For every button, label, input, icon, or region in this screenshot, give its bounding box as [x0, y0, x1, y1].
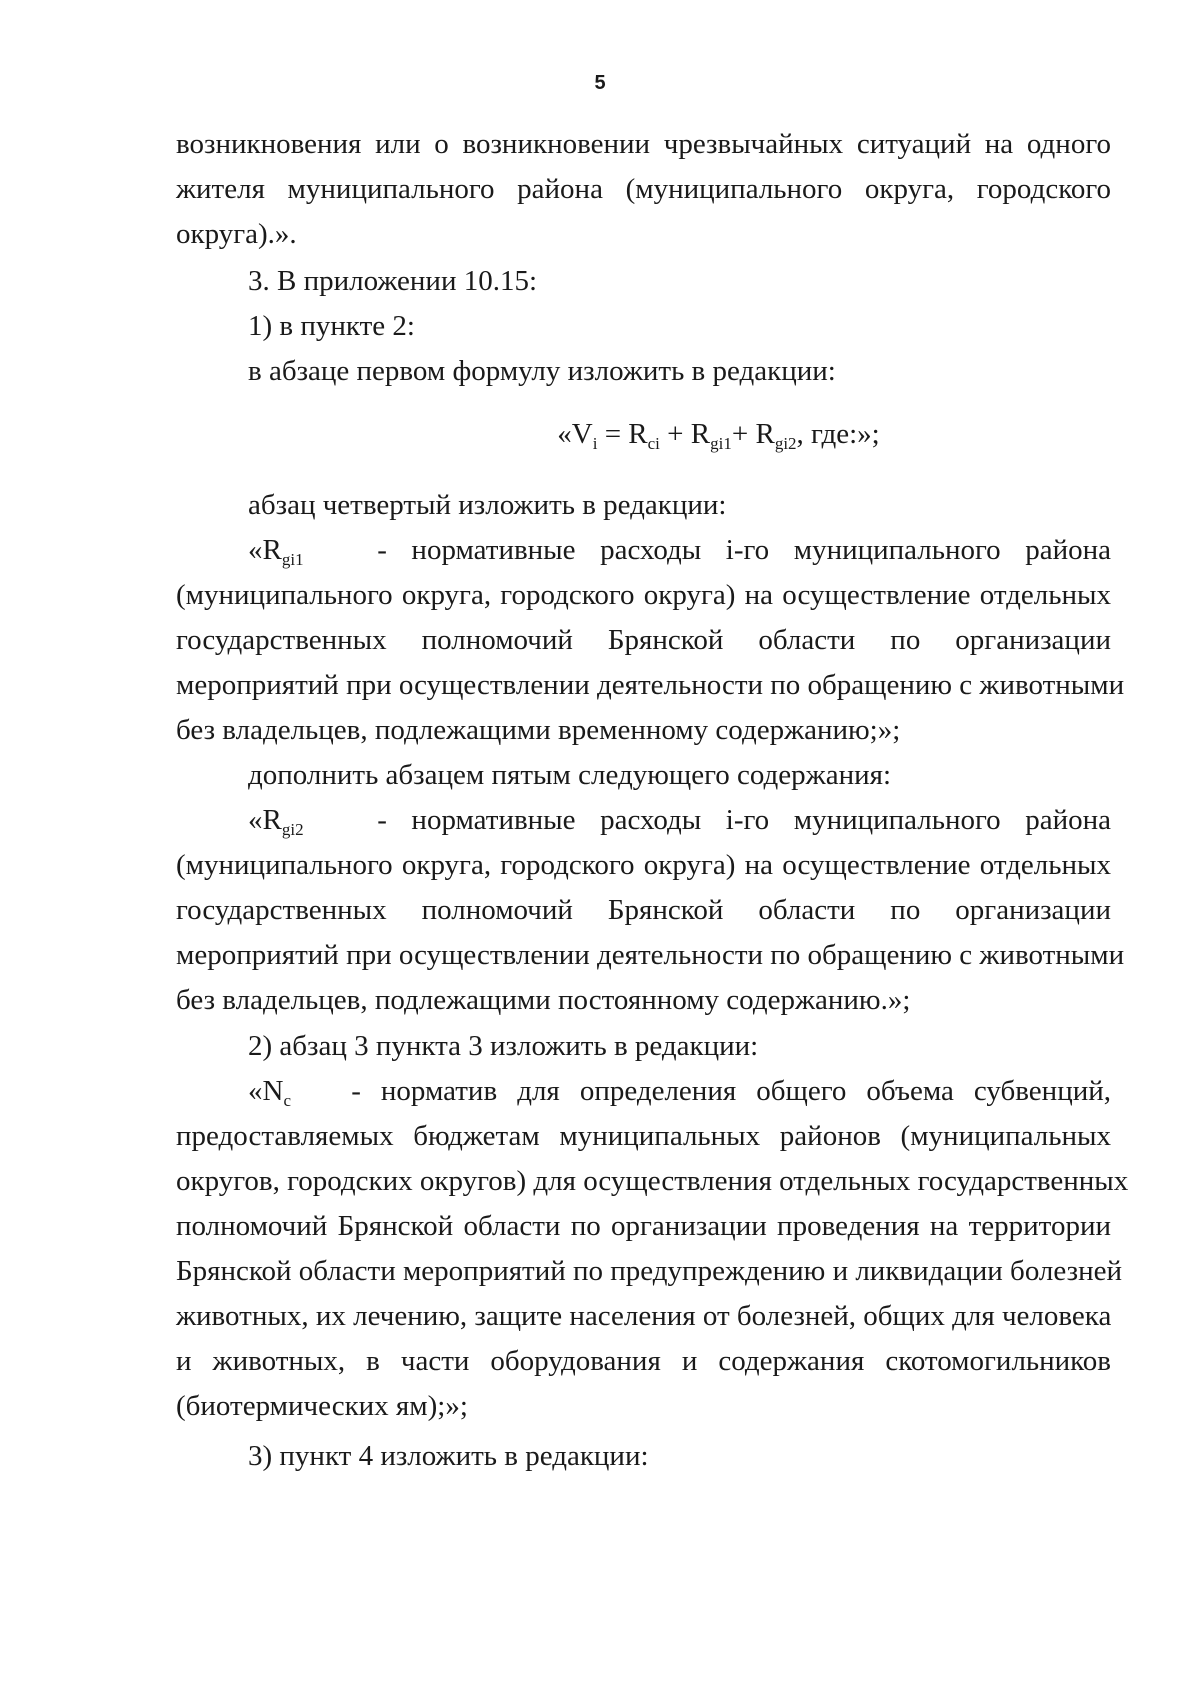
- subsection-heading: 1) в пункте 2:: [248, 310, 415, 342]
- text-line: государственных полномочий Брянской области по организации: [176, 624, 1111, 656]
- text-line: предоставляемых бюджетам муниципальных районов (муниципальных: [176, 1120, 1111, 1152]
- text-line: (муниципального округа, городского округа) на осуществление отдельных: [176, 579, 1111, 611]
- text-line: полномочий Брянской области по организации проведения на территории: [176, 1210, 1111, 1242]
- text-line: в абзаце первом формулу изложить в редакции:: [248, 355, 836, 387]
- text-line: (муниципального округа, городского округа) на осуществление отдельных: [176, 849, 1111, 881]
- text-line: мероприятий при осуществлении деятельности по обращению с животными: [176, 669, 1125, 701]
- definition-line-nc: «$N_c$ - норматив для определения общего объема субвенций,: [248, 1075, 1112, 1110]
- text-line: абзац четвертый изложить в редакции:: [248, 489, 727, 521]
- section-heading: 3. В приложении 10.15:: [248, 265, 538, 297]
- definition-line-rgi2: «$R_{gi2}$ - нормативные расходы i-го муниципального района: [248, 804, 1112, 839]
- text-line: без владельцев, подлежащими временному содержанию;»;: [176, 714, 901, 746]
- text-line: Брянской области мероприятий по предупреждению и ликвидации болезней: [176, 1255, 1122, 1287]
- formula: «$V_i = R_{ci} + R_{gi1}+ R_{gi2}$, где:»;: [557, 418, 880, 453]
- text-line: мероприятий при осуществлении деятельности по обращению с животными: [176, 939, 1125, 971]
- definition-line-rgi1: «$R_{gi1}$ - нормативные расходы i-го муниципального района: [248, 534, 1112, 569]
- text-line: и животных, в части оборудования и содержания скотомогильников: [176, 1345, 1111, 1377]
- text-line: дополнить абзацем пятым следующего содержания:: [248, 759, 891, 791]
- text-line: без владельцев, подлежащими постоянному содержанию.»;: [176, 984, 911, 1016]
- subsection-heading: 3) пункт 4 изложить в редакции:: [248, 1440, 649, 1472]
- text-line: животных, их лечению, защите населения от болезней, общих для человека: [176, 1300, 1112, 1332]
- text-line: жителя муниципального района (муниципального округа, городского: [176, 173, 1111, 205]
- text-line: округов, городских округов) для осуществления отдельных государственных: [176, 1165, 1129, 1197]
- subsection-heading: 2) абзац 3 пункта 3 изложить в редакции:: [248, 1030, 759, 1062]
- text-line: округа).».: [176, 218, 297, 250]
- page-number: 5: [594, 72, 606, 94]
- text-line: государственных полномочий Брянской области по организации: [176, 894, 1111, 926]
- text-line: возникновения или о возникновении чрезвычайных ситуаций на одного: [176, 128, 1111, 160]
- text-line: (биотермических ям);»;: [176, 1390, 468, 1422]
